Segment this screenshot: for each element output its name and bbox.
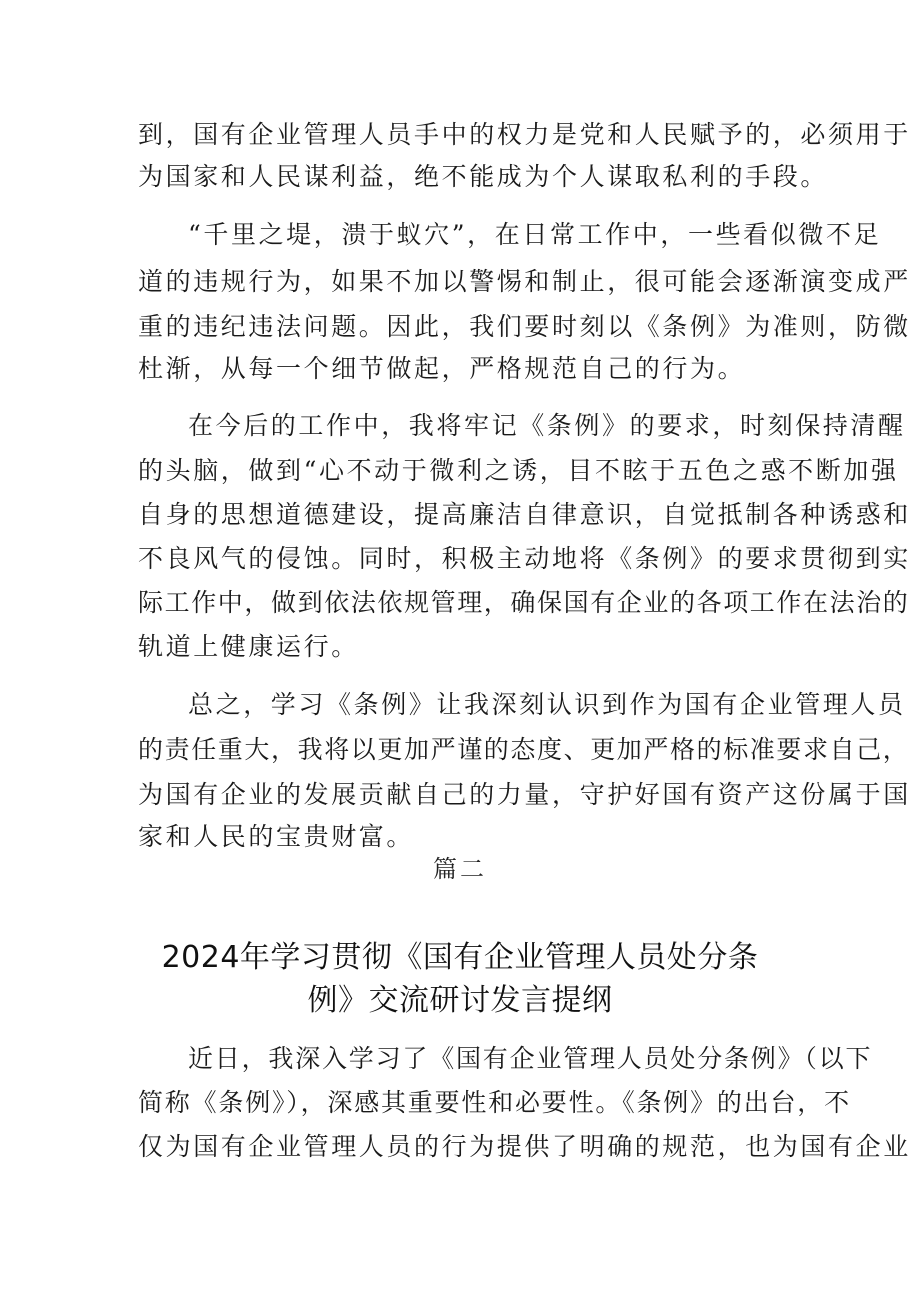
paragraph-1-line-1: 到，国有企业管理人员手中的权力是党和人民赋予的，必须用于 — [138, 120, 911, 149]
paragraph-1-line-2: 为国家和人民谋利益，绝不能成为个人谋取私利的手段。 — [138, 162, 829, 191]
paragraph-3-line-6: 轨道上健康运行。 — [138, 632, 359, 661]
paragraph-2-line-1: “千里之堤，溃于蚁穴”，在日常工作中，一些看似微不足 — [188, 220, 882, 249]
paragraph-4-line-1: 总之，学习《条例》让我深刻认识到作为国有企业管理人员 — [188, 690, 906, 719]
paragraph-3-line-4: 不良风气的侵蚀。同时，积极主动地将《条例》的要求贯彻到实 — [138, 544, 911, 573]
paragraph-5-line-2: 简称《条例》），深感其重要性和必要性。《条例》的出台，不 — [138, 1088, 851, 1117]
paragraph-3-line-5: 际工作中，做到依法依规管理，确保国有企业的各项工作在法治的 — [138, 588, 910, 617]
paragraph-2-line-3: 重的违纪违法问题。因此，我们要时刻以《条例》为准则，防微 — [138, 312, 911, 341]
paragraph-5-line-3: 仅为国有企业管理人员的行为提供了明确的规范，也为国有企业 — [138, 1132, 911, 1161]
paragraph-3-line-2: 的头脑，做到“心不动于微利之诱，目不眩于五色之惑不断加强 — [138, 456, 899, 485]
paragraph-5-line-1: 近日，我深入学习了《国有企业管理人员处分条例》（以下 — [188, 1044, 873, 1073]
section-title-line-2: 例》交流研讨发言提纲 — [307, 983, 613, 1018]
paragraph-4-line-3: 为国有企业的发展贡献自己的力量，守护好国有资产这份属于国 — [138, 780, 911, 809]
section-title-line-1: 2024年学习贯彻《国有企业管理人员处分条 — [161, 940, 759, 975]
paragraph-3-line-1: 在今后的工作中，我将牢记《条例》的要求，时刻保持清醒 — [188, 411, 906, 440]
paragraph-2-line-4: 杜渐，从每一个细节做起，严格规范自己的行为。 — [138, 354, 746, 383]
paragraph-2-line-2: 道的违规行为，如果不加以警惕和制止，很可能会逐渐演变成严 — [138, 267, 911, 296]
paragraph-3-line-3: 自身的思想道德建设，提高廉洁自律意识，自觉抵制各种诱惑和 — [138, 500, 911, 529]
paragraph-4-line-4: 家和人民的宝贵财富。 — [138, 822, 415, 851]
section-label: 篇二 — [433, 855, 487, 883]
paragraph-4-line-2: 的责任重大，我将以更加严谨的态度、更加严格的标准要求自己， — [138, 735, 910, 764]
